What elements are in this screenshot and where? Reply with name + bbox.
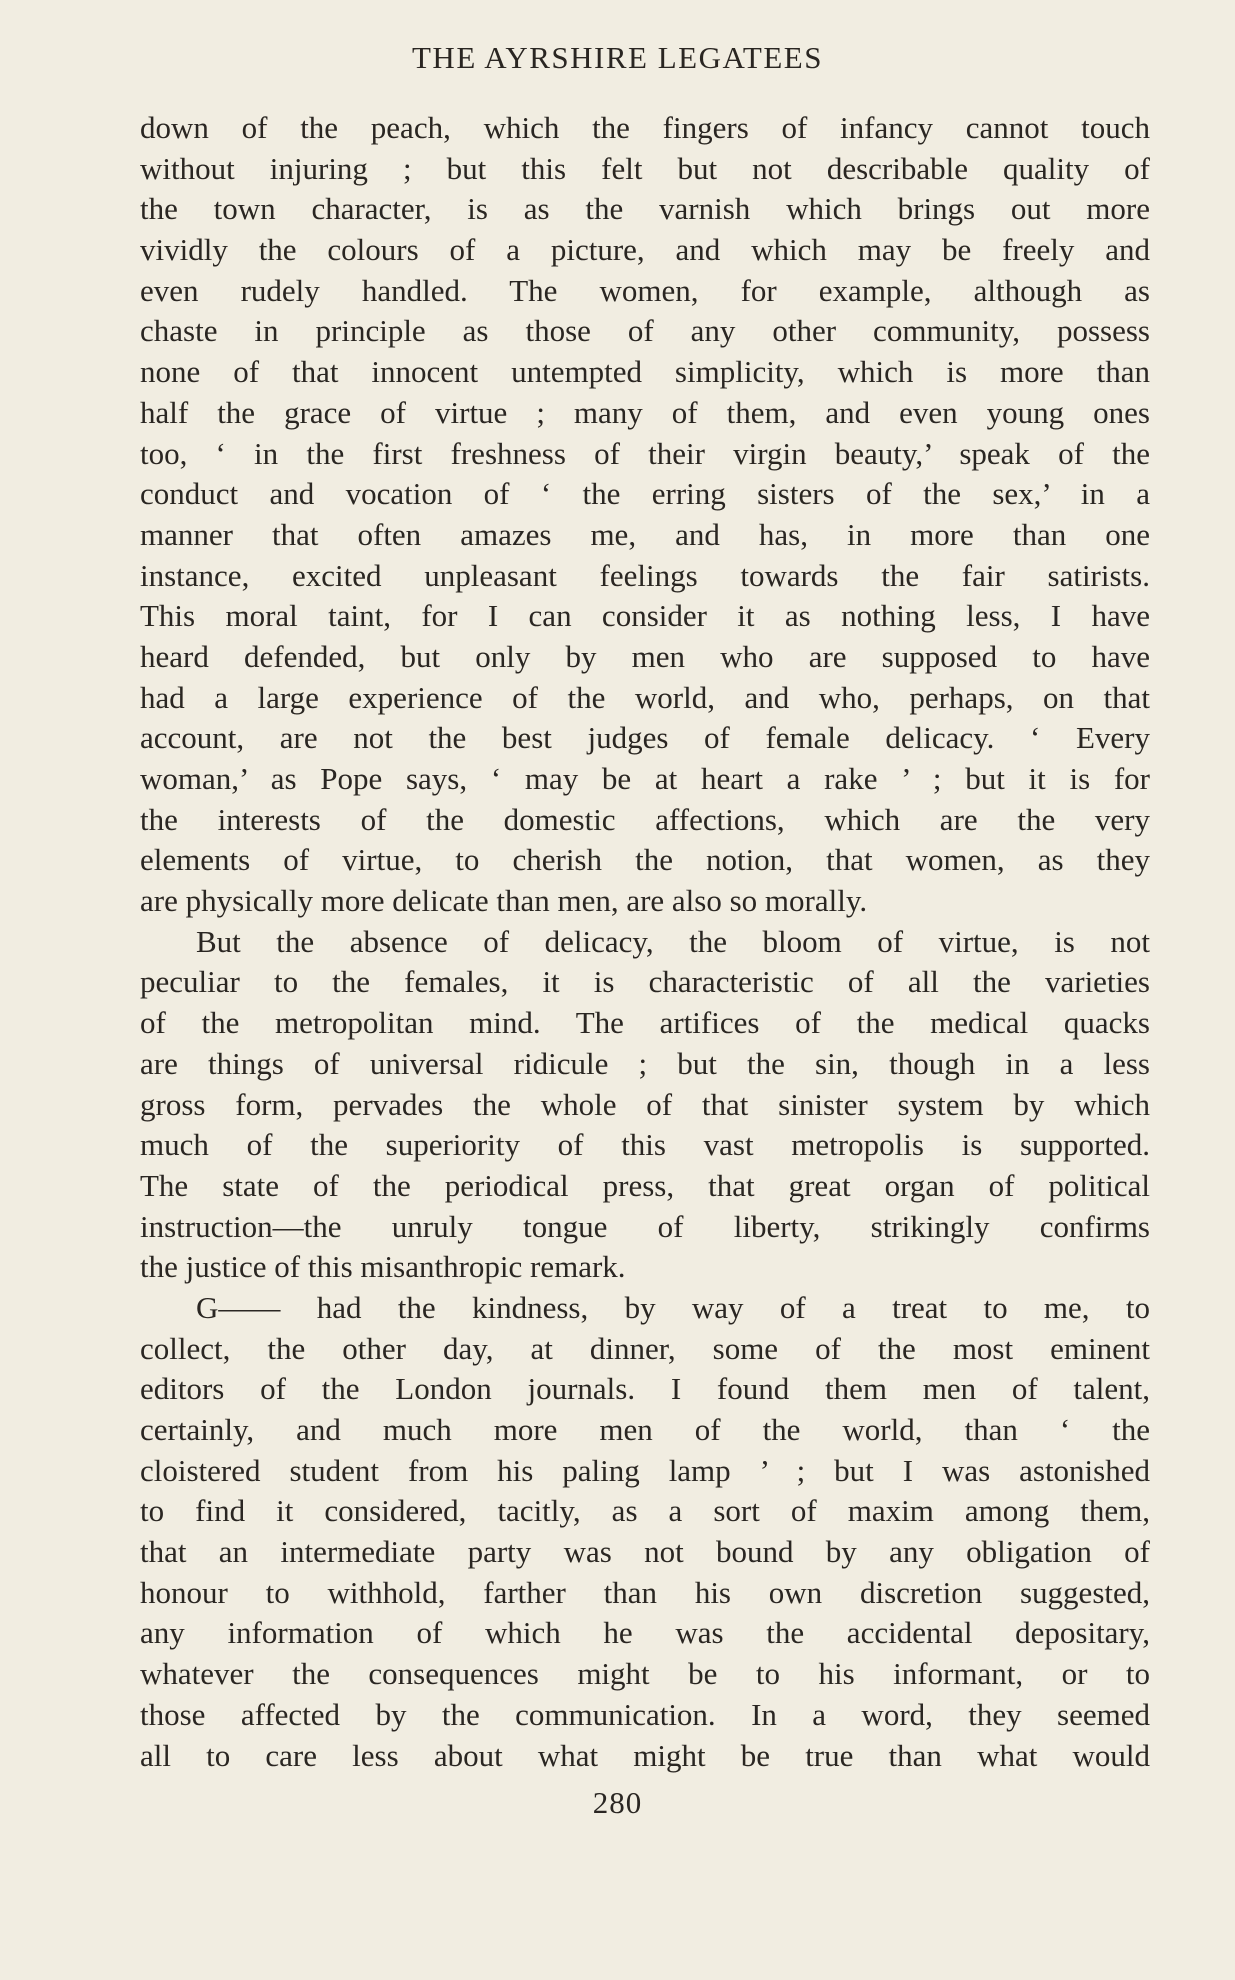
text-line: without injuring ; but this felt but not describable quality of [140, 150, 1150, 186]
text-line: manner that often amazes me, and has, in more than one [140, 516, 1150, 552]
paragraph-end-line: the justice of this misanthropic remark. [140, 1249, 626, 1285]
text-line: of the metropolitan mind. The artifices of the medical quacks [140, 1005, 1150, 1041]
text-line: down of the peach, which the fingers of infancy cannot touch [140, 110, 1150, 145]
text-line: This moral taint, for I can consider it as nothing less, I have [140, 598, 1150, 634]
text-line: too, ‘ in the first freshness of their virgin beauty,’ speak of the [140, 435, 1150, 471]
text-line: are things of universal ridicule ; but the sin, though in a less [140, 1045, 1150, 1081]
text-line: none of that innocent untempted simplicity, which is more than [140, 354, 1150, 390]
text-line: heard defended, but only by men who are supposed to have [140, 638, 1150, 674]
text-line: whatever the consequences might be to his informant, or to [140, 1656, 1150, 1692]
text-line: cloistered student from his paling lamp ’ ; but I was astonished [140, 1452, 1150, 1488]
text-line: gross form, pervades the whole of that sinister system by which [140, 1086, 1150, 1122]
text-line: vividly the colours of a picture, and which may be freely and [140, 232, 1150, 268]
text-line: the interests of the domestic affections, which are the very [140, 801, 1150, 837]
text-line: instruction—the unruly tongue of liberty, strikingly confirms [140, 1208, 1150, 1244]
text-line: much of the superiority of this vast metropolis is supported. [140, 1127, 1150, 1163]
body-text [140, 108, 1150, 1776]
text-line: to find it considered, tacitly, as a sort of maxim among them, [140, 1493, 1150, 1529]
text-line: editors of the London journals. I found them men of talent, [140, 1371, 1150, 1407]
text-line: account, are not the best judges of female delicacy. ‘ Every [140, 720, 1150, 756]
text-line: any information of which he was the accidental depositary, [140, 1615, 1150, 1651]
text-line: all to care less about what might be true than what would [140, 1737, 1150, 1773]
text-line: the town character, is as the varnish which brings out more [140, 191, 1150, 227]
text-line: elements of virtue, to cherish the notion, that women, as they [140, 842, 1150, 878]
text-line: had a large experience of the world, and who, perhaps, on that [140, 679, 1150, 715]
text-line: collect, the other day, at dinner, some of the most eminent [140, 1330, 1150, 1366]
paragraph-end-line: are physically more delicate than men, are also so morally. [140, 883, 868, 919]
running-title: THE AYRSHIRE LEGATEES [412, 40, 823, 75]
text-line: that an intermediate party was not bound by any obligation of [140, 1534, 1150, 1570]
text-line: half the grace of virtue ; many of them, and even young ones [140, 394, 1150, 430]
text-line: peculiar to the females, it is characteristic of all the varieties [140, 964, 1150, 1000]
paragraph-start-line: G—— had the kindness, by way of a treat to me, to [196, 1289, 1150, 1325]
text-line: woman,’ as Pope says, ‘ may be at heart a rake ’ ; but it is for [140, 761, 1150, 796]
text-line: certainly, and much more men of the world, than ‘ the [140, 1412, 1150, 1447]
text-line: chaste in principle as those of any other community, possess [140, 313, 1150, 349]
text-line: instance, excited unpleasant feelings towards the fair satirists. [140, 557, 1150, 593]
text-line: conduct and vocation of ‘ the erring sisters of the sex,’ in a [140, 476, 1150, 512]
text-line: those affected by the communication. In a word, they seemed [140, 1696, 1150, 1732]
text-line: honour to withhold, farther than his own discretion suggested, [140, 1574, 1150, 1610]
text-line: The state of the periodical press, that great organ of political [140, 1167, 1150, 1203]
paragraph-start-line: But the absence of delicacy, the bloom of virtue, is not [196, 923, 1150, 959]
page-number: 280 [592, 1785, 643, 1820]
text-line: even rudely handled. The women, for example, although as [140, 272, 1150, 308]
